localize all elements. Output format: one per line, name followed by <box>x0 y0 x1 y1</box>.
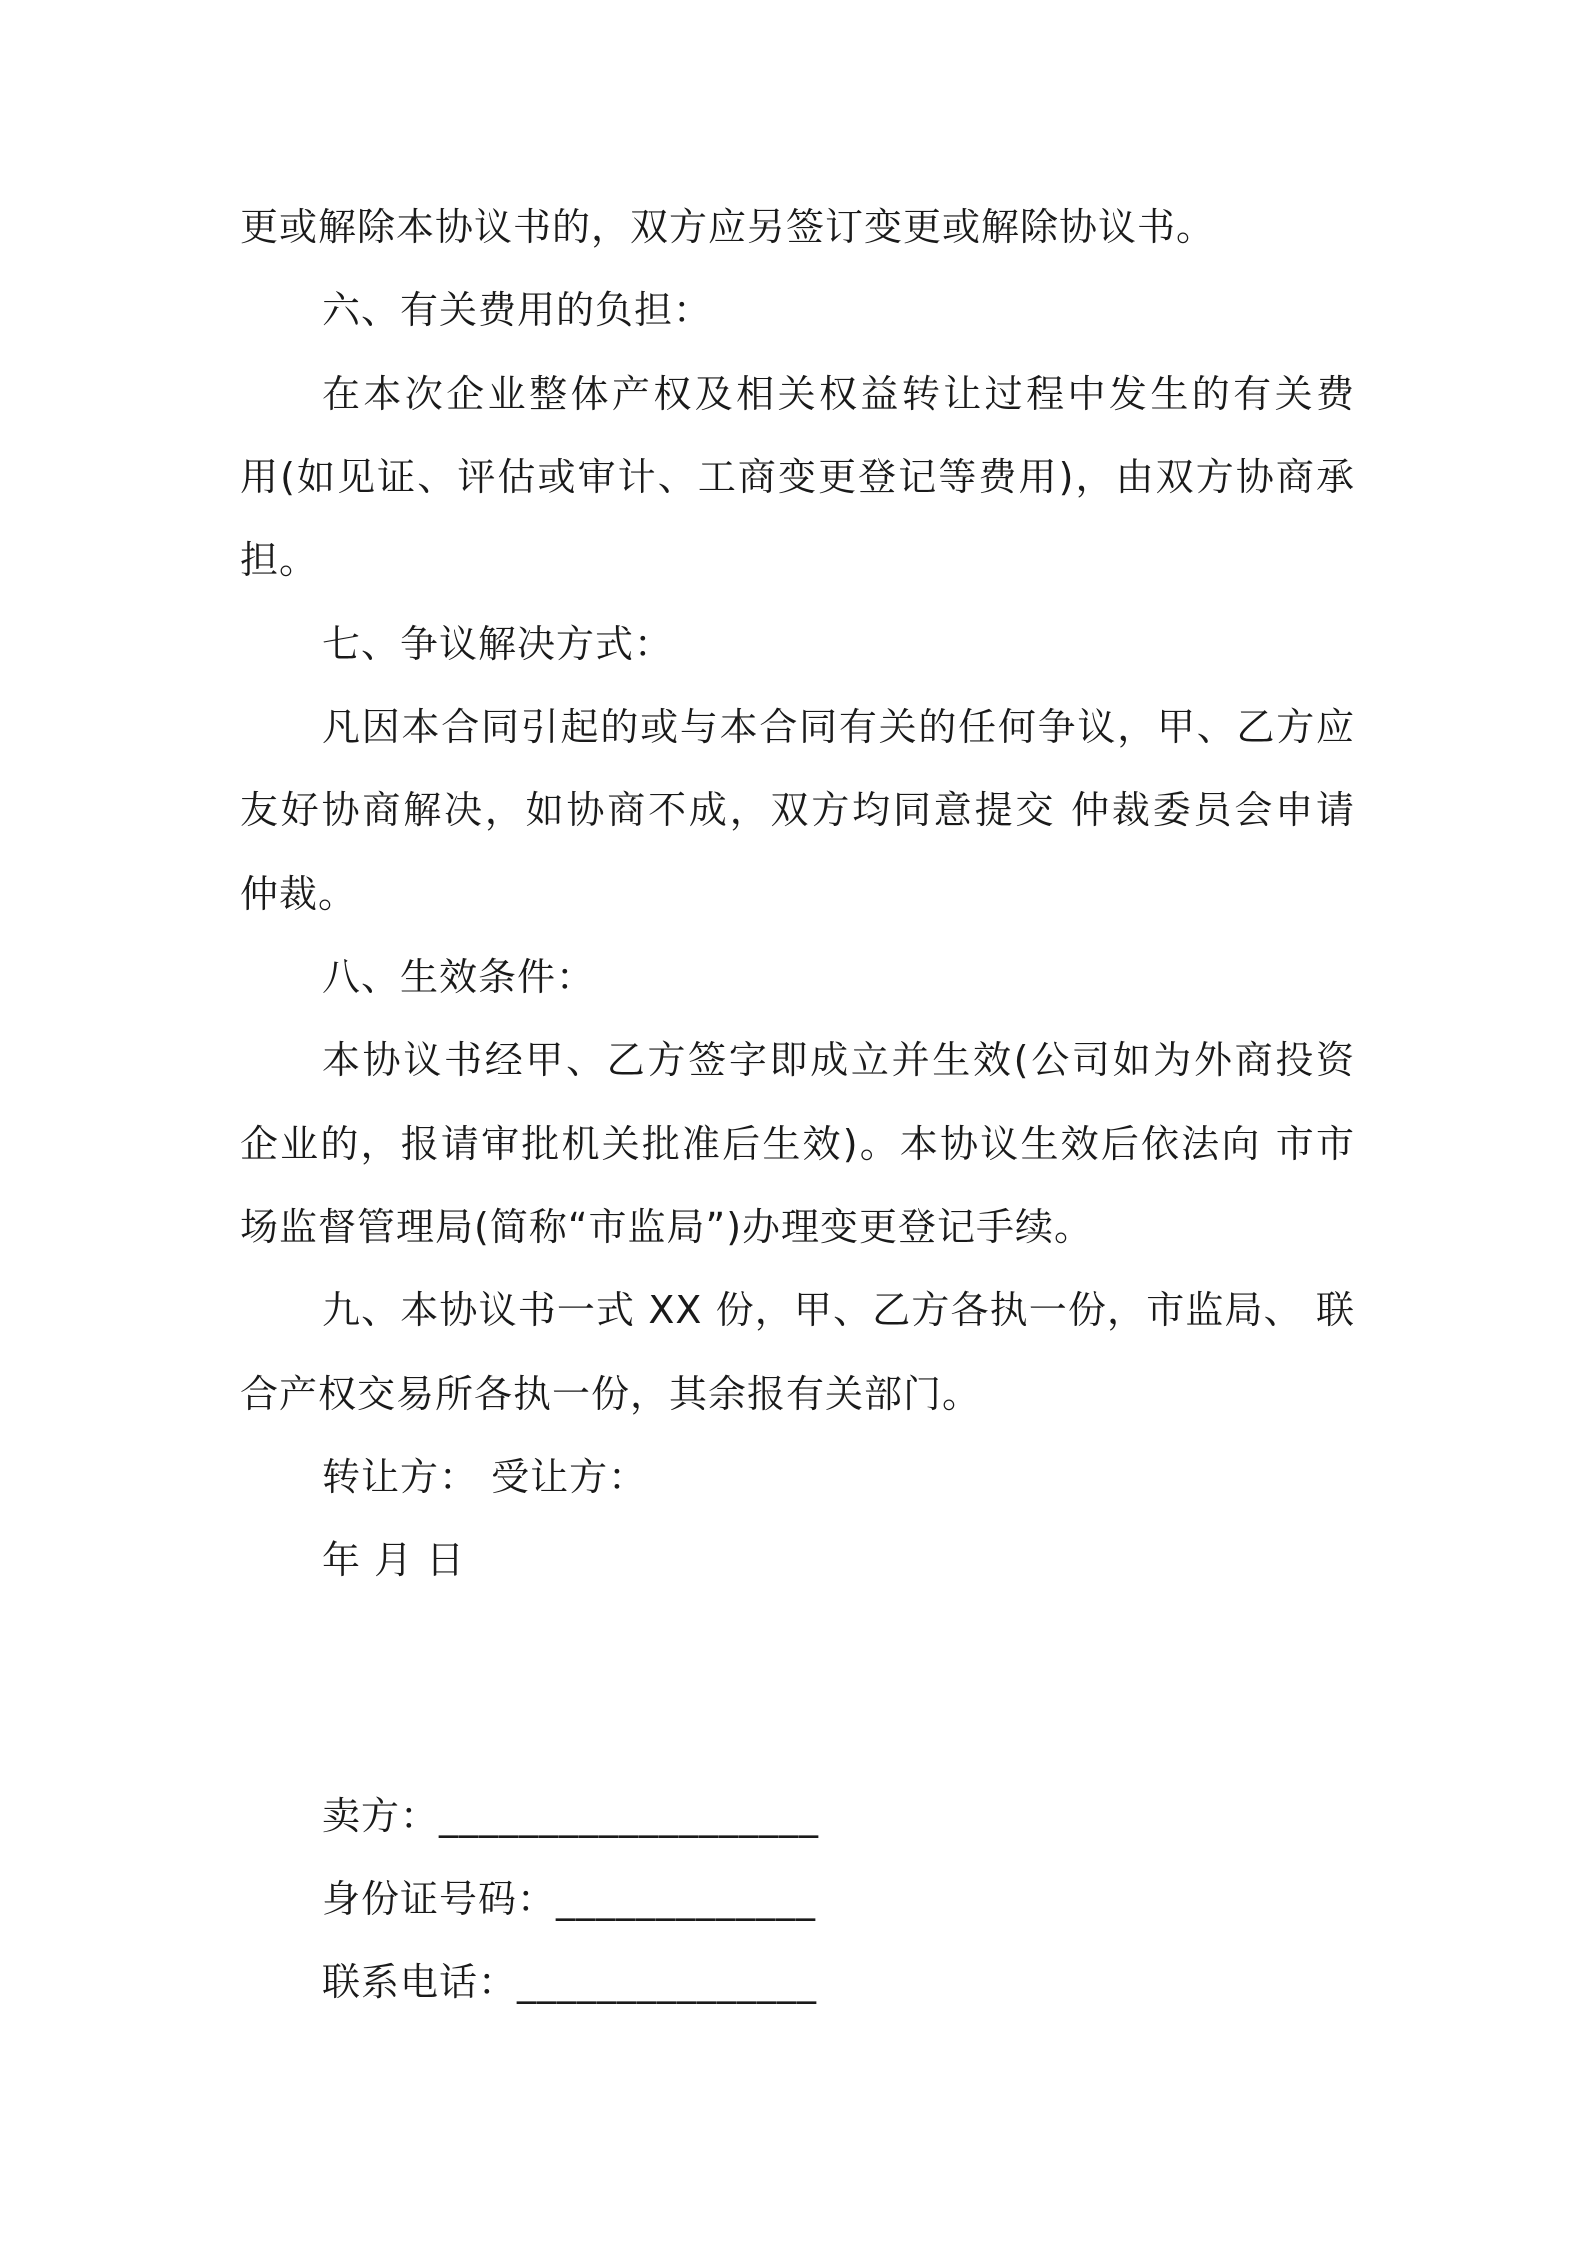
paragraph-line: 场监督管理局(简称“市监局”)办理变更登记手续。 <box>240 1205 1094 1249</box>
paragraph-line: 用(如见证、评估或审计、工商变更登记等费用)，由双方协商承 <box>240 455 1355 499</box>
paragraph-line: 在本次企业整体产权及相关权益转让过程中发生的有关费 <box>322 372 1355 416</box>
seller-field: 卖方：___________________ <box>322 1794 820 1838</box>
paragraph-line: 凡因本合同引起的或与本合同有关的任何争议，甲、乙方应 <box>322 705 1355 749</box>
paragraph-line: 仲裁。 <box>240 872 358 916</box>
paragraph-line: 友好协商解决，如协商不成，双方均同意提交 仲裁委员会申请 <box>240 788 1355 832</box>
parties-line: 转让方： 受让方： <box>322 1455 648 1499</box>
phone-field: 联系电话：_______________ <box>322 1960 818 2004</box>
paragraph-line: 合产权交易所各执一份，其余报有关部门。 <box>240 1372 982 1416</box>
paragraph-line: 九、本协议书一式 XX 份，甲、乙方各执一份，市监局、 联 <box>322 1288 1355 1332</box>
paragraph-line: 更或解除本协议书的，双方应另签订变更或解除协议书。 <box>240 205 1216 249</box>
date-line: 年 月 日 <box>322 1538 466 1582</box>
id-number-field: 身份证号码：_____________ <box>322 1877 817 1921</box>
section-heading: 七、争议解决方式： <box>322 622 674 666</box>
paragraph-line: 本协议书经甲、乙方签字即成立并生效(公司如为外商投资 <box>322 1038 1355 1082</box>
section-heading: 六、有关费用的负担： <box>322 288 713 332</box>
paragraph-line: 担。 <box>240 538 319 582</box>
paragraph-line: 企业的，报请审批机关批准后生效)。本协议生效后依法向 市市 <box>240 1122 1355 1166</box>
section-heading: 八、生效条件： <box>322 955 596 999</box>
